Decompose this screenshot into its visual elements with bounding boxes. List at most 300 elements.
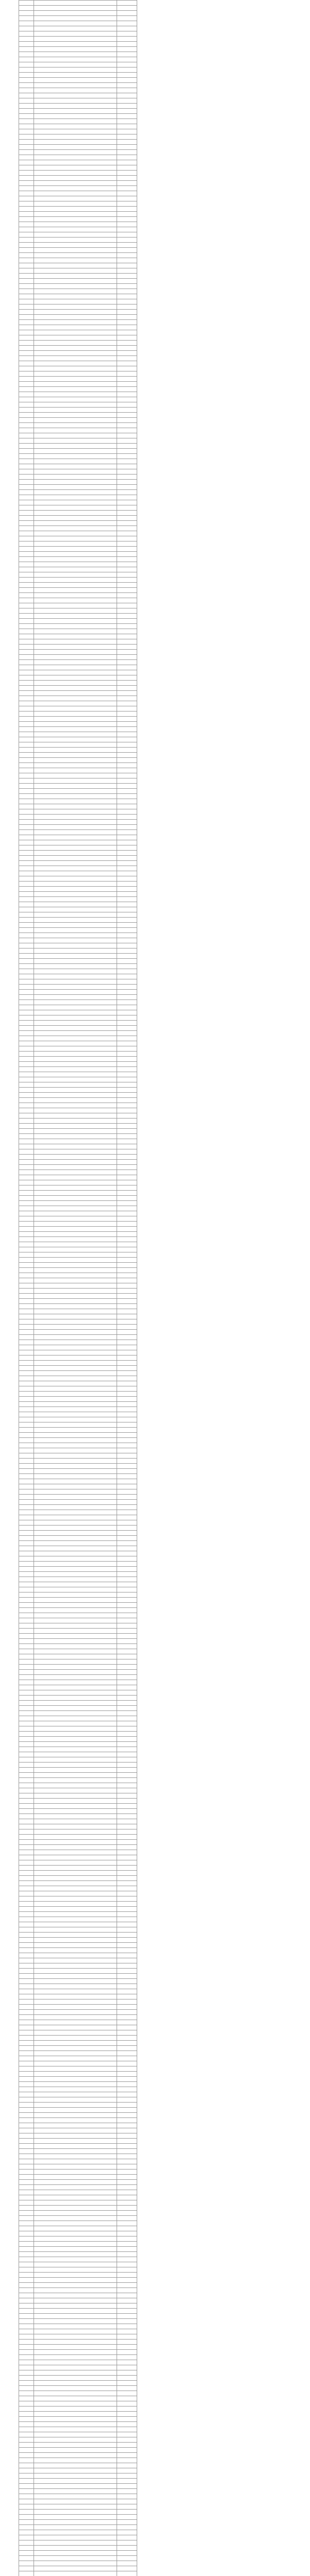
table-row xyxy=(19,1814,137,1819)
name-cell xyxy=(34,1613,117,1618)
seq-cell xyxy=(19,1108,34,1113)
region-cell xyxy=(117,2216,137,2221)
seq-cell xyxy=(19,186,34,191)
region-cell xyxy=(117,1052,137,1057)
table-row xyxy=(19,1077,137,1082)
region-cell xyxy=(117,1484,137,1489)
table-row xyxy=(19,912,137,918)
name-cell xyxy=(34,851,117,856)
table-row xyxy=(19,1757,137,1762)
region-cell xyxy=(117,588,137,593)
table-row xyxy=(19,392,137,397)
seq-cell xyxy=(19,1556,34,1562)
name-cell xyxy=(34,124,117,129)
name-cell xyxy=(34,1489,117,1495)
region-cell xyxy=(117,1526,137,1531)
table-row xyxy=(19,413,137,418)
seq-cell xyxy=(19,2036,34,2041)
seq-cell xyxy=(19,1304,34,1309)
region-cell xyxy=(117,505,137,511)
region-cell xyxy=(117,598,137,603)
region-cell xyxy=(117,851,137,856)
region-cell xyxy=(117,1366,137,1371)
region-cell xyxy=(117,2345,137,2350)
region-cell xyxy=(117,160,137,165)
region-cell xyxy=(117,2391,137,2396)
table-row xyxy=(19,815,137,820)
name-cell xyxy=(34,377,117,382)
region-cell xyxy=(117,2128,137,2133)
name-cell xyxy=(34,387,117,392)
seq-cell xyxy=(19,11,34,16)
name-cell xyxy=(34,2273,117,2278)
seq-cell xyxy=(19,1196,34,1201)
name-cell xyxy=(34,62,117,67)
name-cell xyxy=(34,181,117,186)
seq-cell xyxy=(19,665,34,670)
seq-cell xyxy=(19,1185,34,1191)
name-cell xyxy=(34,1397,117,1402)
name-cell xyxy=(34,1062,117,1067)
name-cell xyxy=(34,943,117,948)
name-cell xyxy=(34,2020,117,2025)
table-row xyxy=(19,562,137,567)
seq-cell xyxy=(19,1551,34,1556)
region-cell xyxy=(117,1742,137,1747)
name-cell xyxy=(34,1443,117,1448)
name-cell xyxy=(34,1201,117,1206)
region-cell xyxy=(117,990,137,995)
region-cell xyxy=(117,948,137,954)
table-row xyxy=(19,1577,137,1582)
seq-cell xyxy=(19,1814,34,1819)
region-cell xyxy=(117,1768,137,1773)
table-row xyxy=(19,2427,137,2432)
region-cell xyxy=(117,1850,137,1855)
table-row xyxy=(19,474,137,480)
seq-cell xyxy=(19,2314,34,2319)
name-cell xyxy=(34,160,117,165)
region-cell xyxy=(117,1397,137,1402)
name-cell xyxy=(34,933,117,938)
table-row xyxy=(19,2046,137,2051)
table-row xyxy=(19,1927,137,1933)
name-cell xyxy=(34,1654,117,1659)
seq-cell xyxy=(19,531,34,536)
seq-cell xyxy=(19,1371,34,1376)
table-row xyxy=(19,1608,137,1613)
name-cell xyxy=(34,1350,117,1355)
table-row xyxy=(19,2510,137,2515)
region-cell xyxy=(117,1799,137,1804)
seq-cell xyxy=(19,145,34,150)
seq-cell xyxy=(19,526,34,531)
name-cell xyxy=(34,794,117,799)
table-row xyxy=(19,2128,137,2133)
region-cell xyxy=(117,438,137,444)
region-cell xyxy=(117,392,137,397)
seq-cell xyxy=(19,1479,34,1484)
table-row xyxy=(19,2061,137,2066)
name-cell xyxy=(34,150,117,155)
name-cell xyxy=(34,2257,117,2262)
seq-cell xyxy=(19,1495,34,1500)
region-cell xyxy=(117,1165,137,1170)
table-row xyxy=(19,552,137,557)
seq-cell xyxy=(19,294,34,299)
seq-cell xyxy=(19,1855,34,1860)
region-cell xyxy=(117,485,137,490)
table-row xyxy=(19,1737,137,1742)
table-row xyxy=(19,1824,137,1829)
region-cell xyxy=(117,1866,137,1871)
name-cell xyxy=(34,882,117,887)
region-cell xyxy=(117,727,137,732)
name-cell xyxy=(34,1093,117,1098)
table-row xyxy=(19,1891,137,1896)
region-cell xyxy=(117,2025,137,2030)
seq-cell xyxy=(19,948,34,954)
name-cell xyxy=(34,444,117,449)
region-cell xyxy=(117,1747,137,1752)
region-cell xyxy=(117,1438,137,1443)
region-cell xyxy=(117,57,137,62)
seq-cell xyxy=(19,201,34,207)
table-row xyxy=(19,2133,137,2139)
name-cell xyxy=(34,1943,117,1948)
table-row xyxy=(19,1969,137,1974)
table-row xyxy=(19,2051,137,2056)
name-cell xyxy=(34,232,117,238)
region-cell xyxy=(117,1634,137,1639)
region-cell xyxy=(117,1232,137,1237)
name-cell xyxy=(34,840,117,845)
name-cell xyxy=(34,1732,117,1737)
name-cell xyxy=(34,47,117,52)
region-cell xyxy=(117,1433,137,1438)
region-cell xyxy=(117,1258,137,1263)
seq-cell xyxy=(19,1021,34,1026)
region-cell xyxy=(117,1608,137,1613)
table-row xyxy=(19,1989,137,1994)
name-cell xyxy=(34,985,117,990)
name-cell xyxy=(34,1680,117,1685)
seq-cell xyxy=(19,789,34,794)
name-cell xyxy=(34,428,117,433)
seq-cell xyxy=(19,1335,34,1340)
table-row xyxy=(19,469,137,474)
seq-cell xyxy=(19,433,34,438)
region-cell xyxy=(117,26,137,31)
name-cell xyxy=(34,1819,117,1824)
seq-cell xyxy=(19,1459,34,1464)
seq-cell xyxy=(19,1433,34,1438)
table-row xyxy=(19,52,137,57)
name-cell xyxy=(34,248,117,253)
name-cell xyxy=(34,469,117,474)
table-row xyxy=(19,1896,137,1902)
table-row xyxy=(19,1592,137,1598)
region-cell xyxy=(117,2355,137,2360)
name-cell xyxy=(34,742,117,748)
region-cell xyxy=(117,1716,137,1721)
seq-cell xyxy=(19,1098,34,1103)
region-cell xyxy=(117,2324,137,2329)
seq-cell xyxy=(19,2360,34,2365)
seq-cell xyxy=(19,330,34,335)
name-cell xyxy=(34,140,117,145)
table-row xyxy=(19,2020,137,2025)
seq-cell xyxy=(19,1247,34,1252)
table-row xyxy=(19,1201,137,1206)
seq-cell xyxy=(19,418,34,423)
region-cell xyxy=(117,1845,137,1850)
table-row xyxy=(19,1252,137,1258)
name-cell xyxy=(34,866,117,871)
table-row xyxy=(19,2370,137,2376)
seq-cell xyxy=(19,1876,34,1881)
seq-cell xyxy=(19,2190,34,2195)
table-row xyxy=(19,2221,137,2226)
seq-cell xyxy=(19,129,34,134)
table-row xyxy=(19,1103,137,1108)
name-cell xyxy=(34,2566,117,2571)
table-row xyxy=(19,1082,137,1088)
name-cell xyxy=(34,1974,117,1979)
name-cell xyxy=(34,768,117,773)
name-cell xyxy=(34,176,117,181)
table-row xyxy=(19,1283,137,1289)
seq-cell xyxy=(19,2247,34,2252)
table-row xyxy=(19,727,137,732)
region-cell xyxy=(117,2175,137,2180)
seq-cell xyxy=(19,1912,34,1917)
name-cell xyxy=(34,1242,117,1247)
name-cell xyxy=(34,1170,117,1175)
table-row xyxy=(19,2082,137,2087)
table-row xyxy=(19,1484,137,1489)
name-cell xyxy=(34,758,117,763)
seq-cell xyxy=(19,660,34,665)
region-cell xyxy=(117,1629,137,1634)
region-cell xyxy=(117,2056,137,2061)
seq-cell xyxy=(19,995,34,1000)
region-cell xyxy=(117,706,137,711)
region-cell xyxy=(117,1155,137,1160)
name-cell xyxy=(34,356,117,361)
table-row xyxy=(19,47,137,52)
table-row xyxy=(19,1515,137,1520)
name-cell xyxy=(34,325,117,330)
seq-cell xyxy=(19,2386,34,2391)
name-cell xyxy=(34,1917,117,1922)
seq-cell xyxy=(19,547,34,552)
seq-cell xyxy=(19,469,34,474)
table-row xyxy=(19,2108,137,2113)
seq-cell xyxy=(19,387,34,392)
region-cell xyxy=(117,2273,137,2278)
region-cell xyxy=(117,408,137,413)
seq-cell xyxy=(19,2283,34,2288)
region-cell xyxy=(117,933,137,938)
seq-cell xyxy=(19,974,34,979)
region-cell xyxy=(117,2448,137,2453)
table-row xyxy=(19,1562,137,1567)
seq-cell xyxy=(19,603,34,608)
name-cell xyxy=(34,1979,117,1984)
seq-cell xyxy=(19,176,34,181)
name-cell xyxy=(34,2170,117,2175)
table-row xyxy=(19,2515,137,2520)
seq-cell xyxy=(19,2303,34,2309)
region-cell xyxy=(117,16,137,21)
seq-cell xyxy=(19,2108,34,2113)
region-cell xyxy=(117,2535,137,2540)
table-row xyxy=(19,1330,137,1335)
seq-cell xyxy=(19,1129,34,1134)
name-cell xyxy=(34,366,117,371)
region-cell xyxy=(117,1026,137,1031)
region-cell xyxy=(117,1067,137,1072)
region-cell xyxy=(117,191,137,196)
region-cell xyxy=(117,284,137,289)
table-row xyxy=(19,6,137,11)
region-cell xyxy=(117,2190,137,2195)
table-row xyxy=(19,196,137,201)
seq-cell xyxy=(19,1933,34,1938)
region-cell xyxy=(117,1057,137,1062)
region-cell xyxy=(117,856,137,861)
name-cell xyxy=(34,2427,117,2432)
name-cell xyxy=(34,835,117,840)
name-cell xyxy=(34,433,117,438)
seq-cell xyxy=(19,47,34,52)
name-cell xyxy=(34,1,117,6)
table-row xyxy=(19,490,137,495)
name-cell xyxy=(34,748,117,753)
region-cell xyxy=(117,1103,137,1108)
table-row xyxy=(19,2314,137,2319)
region-cell xyxy=(117,73,137,78)
table-row xyxy=(19,526,137,531)
seq-cell xyxy=(19,1963,34,1969)
region-cell xyxy=(117,2453,137,2458)
name-cell xyxy=(34,114,117,119)
region-cell xyxy=(117,1896,137,1902)
region-cell xyxy=(117,382,137,387)
table-row xyxy=(19,598,137,603)
seq-cell xyxy=(19,2072,34,2077)
table-row xyxy=(19,923,137,928)
region-cell xyxy=(117,268,137,274)
table-row xyxy=(19,608,137,614)
table-row xyxy=(19,614,137,619)
table-row xyxy=(19,1355,137,1361)
seq-cell xyxy=(19,2051,34,2056)
region-cell xyxy=(117,196,137,201)
region-cell xyxy=(117,2458,137,2463)
name-cell xyxy=(34,1191,117,1196)
table-row xyxy=(19,1448,137,1453)
seq-cell xyxy=(19,160,34,165)
seq-cell xyxy=(19,1355,34,1361)
region-cell xyxy=(117,1958,137,1963)
table-row xyxy=(19,1289,137,1294)
region-cell xyxy=(117,2376,137,2381)
table-row xyxy=(19,845,137,851)
region-cell xyxy=(117,310,137,315)
seq-cell xyxy=(19,490,34,495)
region-cell xyxy=(117,655,137,660)
table-row xyxy=(19,887,137,892)
table-row xyxy=(19,1685,137,1690)
table-row xyxy=(19,2149,137,2154)
table-row xyxy=(19,2175,137,2180)
table-row xyxy=(19,1407,137,1412)
name-cell xyxy=(34,119,117,124)
seq-cell xyxy=(19,1757,34,1762)
region-cell xyxy=(117,418,137,423)
seq-cell xyxy=(19,397,34,402)
name-cell xyxy=(34,995,117,1000)
region-cell xyxy=(117,2082,137,2087)
seq-cell xyxy=(19,2494,34,2499)
name-cell xyxy=(34,1891,117,1896)
name-cell xyxy=(34,541,117,547)
seq-cell xyxy=(19,1103,34,1108)
table-row xyxy=(19,2283,137,2288)
seq-cell xyxy=(19,2216,34,2221)
table-row xyxy=(19,861,137,866)
table-row xyxy=(19,902,137,907)
region-cell xyxy=(117,2556,137,2561)
name-cell xyxy=(34,583,117,588)
name-cell xyxy=(34,1896,117,1902)
name-cell xyxy=(34,1412,117,1417)
region-cell xyxy=(117,1118,137,1124)
name-cell xyxy=(34,645,117,650)
seq-cell xyxy=(19,335,34,341)
name-cell xyxy=(34,830,117,835)
seq-cell xyxy=(19,773,34,778)
seq-cell xyxy=(19,1629,34,1634)
seq-cell xyxy=(19,402,34,408)
region-cell xyxy=(117,2252,137,2257)
region-cell xyxy=(117,1495,137,1500)
table-row xyxy=(19,619,137,624)
table-row xyxy=(19,1273,137,1278)
region-cell xyxy=(117,2381,137,2386)
name-cell xyxy=(34,2448,117,2453)
region-cell xyxy=(117,93,137,98)
name-cell xyxy=(34,474,117,480)
table-row xyxy=(19,2247,137,2252)
name-cell xyxy=(34,789,117,794)
seq-cell xyxy=(19,912,34,918)
table-row xyxy=(19,1510,137,1515)
seq-cell xyxy=(19,1180,34,1185)
table-row xyxy=(19,1345,137,1350)
region-cell xyxy=(117,1082,137,1088)
region-cell xyxy=(117,784,137,789)
name-cell xyxy=(34,2242,117,2247)
name-cell xyxy=(34,1618,117,1623)
name-cell xyxy=(34,346,117,351)
name-cell xyxy=(34,1927,117,1933)
name-cell xyxy=(34,1015,117,1021)
name-cell xyxy=(34,2231,117,2236)
seq-cell xyxy=(19,784,34,789)
